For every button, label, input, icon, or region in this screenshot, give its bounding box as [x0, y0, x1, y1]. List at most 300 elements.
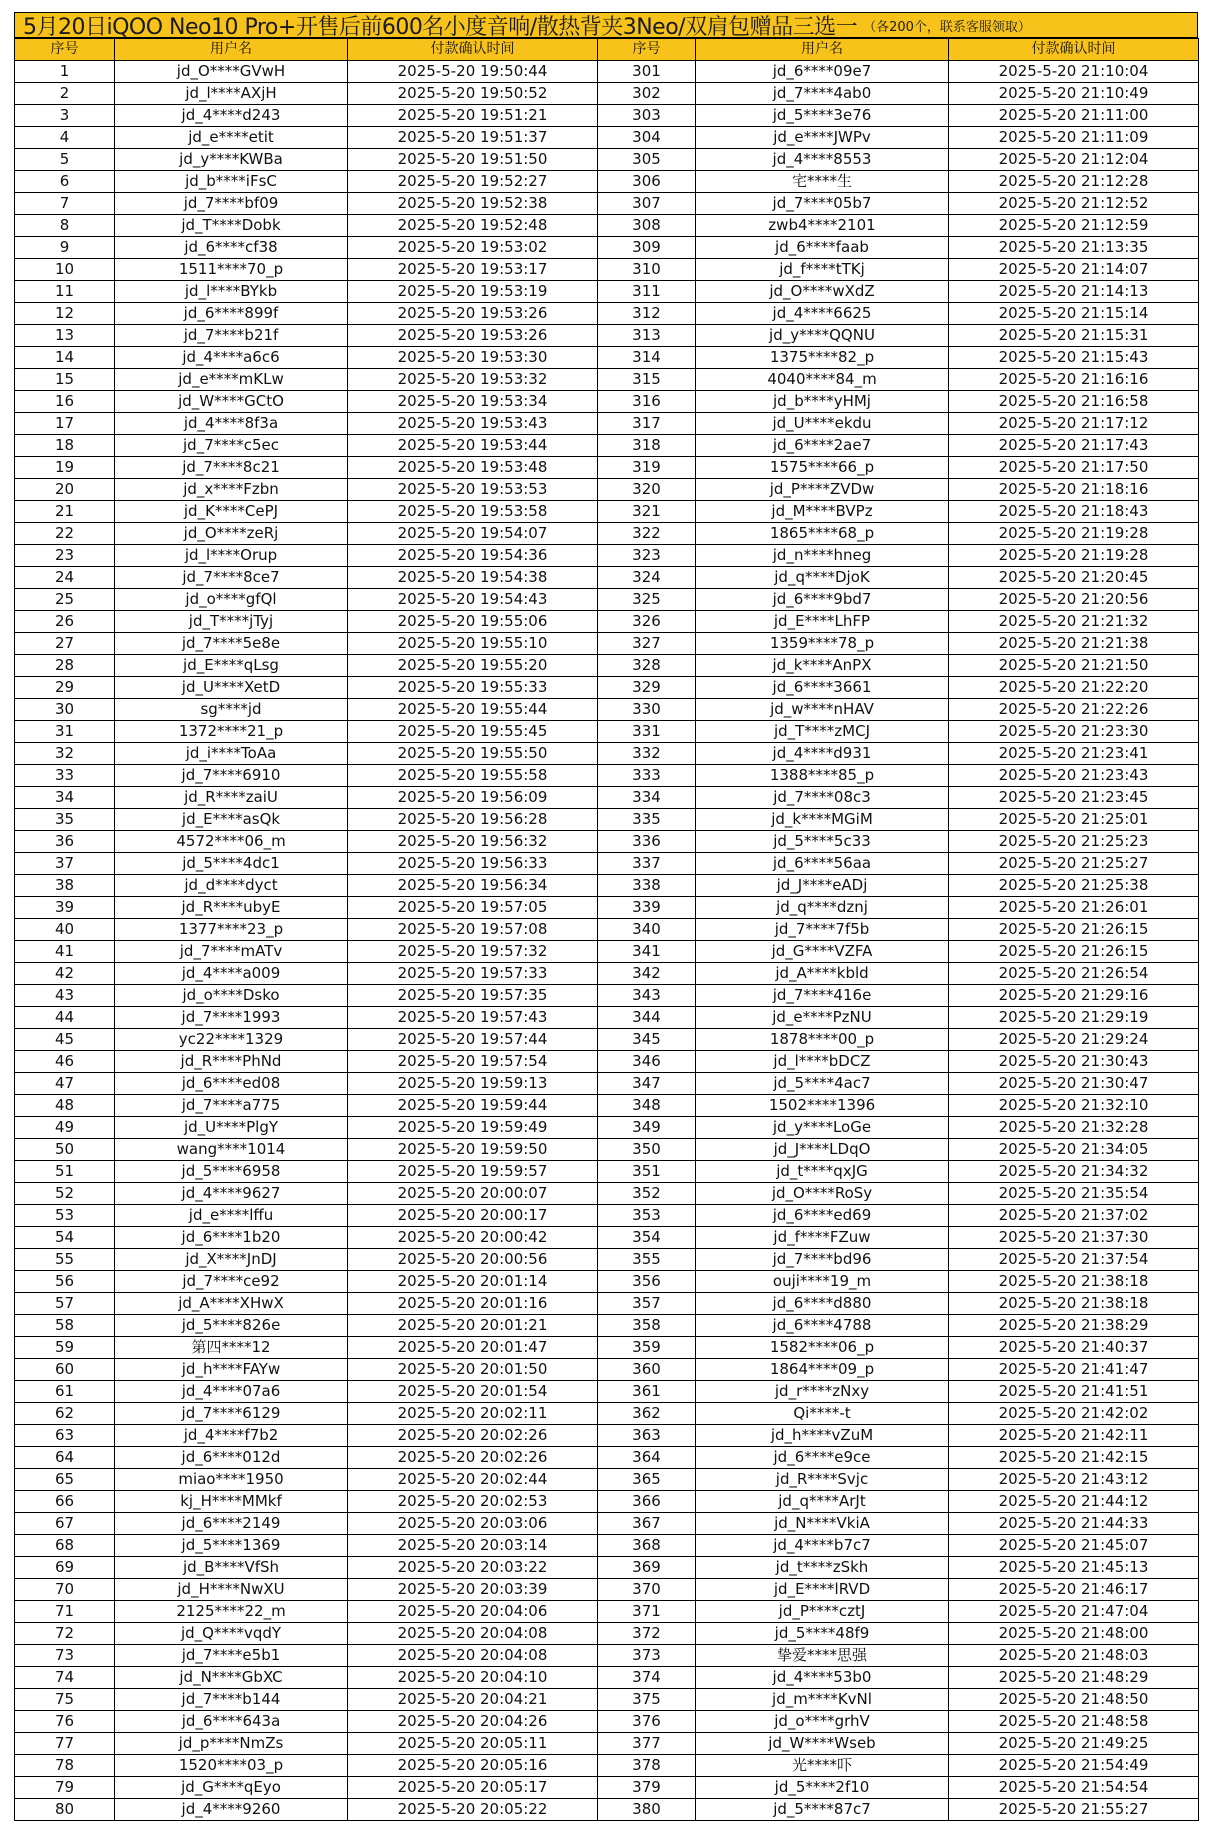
cell-seq-left: 28: [15, 655, 115, 677]
cell-user-left: jd_H****NwXU: [115, 1579, 348, 1601]
table-row: [15, 1293, 1199, 1315]
cell-user-left: 1372****21_p: [115, 721, 348, 743]
table-row: [15, 1139, 1199, 1161]
cell-time-left: 2025-5-20 20:02:26: [348, 1425, 598, 1447]
cell-time-right: 2025-5-20 21:30:47: [949, 1073, 1199, 1095]
table-row: [15, 589, 1199, 611]
cell-user-right: 1864****09_p: [696, 1359, 949, 1381]
cell-time-right: 2025-5-20 21:41:47: [949, 1359, 1199, 1381]
cell-seq-right: 358: [598, 1315, 696, 1337]
table-row: [15, 831, 1199, 853]
cell-time-left: 2025-5-20 20:02:11: [348, 1403, 598, 1425]
cell-time-right: 2025-5-20 21:13:35: [949, 237, 1199, 259]
cell-user-left: jd_A****XHwX: [115, 1293, 348, 1315]
cell-time-right: 2025-5-20 21:26:15: [949, 919, 1199, 941]
cell-seq-left: 40: [15, 919, 115, 941]
cell-seq-left: 79: [15, 1777, 115, 1799]
cell-user-left: jd_7****b21f: [115, 325, 348, 347]
cell-user-left: kj_H****MMkf: [115, 1491, 348, 1513]
cell-user-left: jd_b****iFsC: [115, 171, 348, 193]
table-row: [15, 105, 1199, 127]
cell-seq-right: 360: [598, 1359, 696, 1381]
cell-seq-left: 6: [15, 171, 115, 193]
cell-seq-left: 27: [15, 633, 115, 655]
cell-user-right: jd_G****VZFA: [696, 941, 949, 963]
cell-time-right: 2025-5-20 21:29:19: [949, 1007, 1199, 1029]
cell-user-right: 1575****66_p: [696, 457, 949, 479]
table-row: [15, 1051, 1199, 1073]
cell-time-right: 2025-5-20 21:26:54: [949, 963, 1199, 985]
header-time-right: 付款确认时间: [949, 39, 1199, 61]
cell-user-right: jd_m****KvNl: [696, 1689, 949, 1711]
cell-user-right: jd_N****VkiA: [696, 1513, 949, 1535]
table-row: [15, 149, 1199, 171]
cell-user-left: jd_4****9260: [115, 1799, 348, 1821]
cell-time-left: 2025-5-20 20:04:08: [348, 1645, 598, 1667]
cell-user-right: jd_l****bDCZ: [696, 1051, 949, 1073]
cell-user-right: jd_7****4ab0: [696, 83, 949, 105]
cell-seq-right: 315: [598, 369, 696, 391]
cell-time-left: 2025-5-20 19:56:09: [348, 787, 598, 809]
cell-seq-left: 35: [15, 809, 115, 831]
cell-time-left: 2025-5-20 19:55:06: [348, 611, 598, 633]
cell-time-right: 2025-5-20 21:49:25: [949, 1733, 1199, 1755]
cell-user-right: jd_P****ZVDw: [696, 479, 949, 501]
cell-seq-left: 19: [15, 457, 115, 479]
cell-seq-left: 80: [15, 1799, 115, 1821]
cell-time-left: 2025-5-20 20:00:56: [348, 1249, 598, 1271]
header-seq-right: 序号: [598, 39, 696, 61]
cell-seq-right: 321: [598, 501, 696, 523]
cell-seq-left: 42: [15, 963, 115, 985]
cell-time-left: 2025-5-20 19:55:58: [348, 765, 598, 787]
cell-time-right: 2025-5-20 21:37:54: [949, 1249, 1199, 1271]
cell-seq-right: 378: [598, 1755, 696, 1777]
cell-seq-right: 312: [598, 303, 696, 325]
cell-user-right: jd_7****08c3: [696, 787, 949, 809]
cell-user-left: jd_i****ToAa: [115, 743, 348, 765]
cell-time-right: 2025-5-20 21:37:30: [949, 1227, 1199, 1249]
cell-time-right: 2025-5-20 21:10:49: [949, 83, 1199, 105]
cell-user-right: jd_6****d880: [696, 1293, 949, 1315]
cell-time-right: 2025-5-20 21:34:05: [949, 1139, 1199, 1161]
table-row: [15, 127, 1199, 149]
cell-user-left: jd_6****ed08: [115, 1073, 348, 1095]
cell-seq-left: 78: [15, 1755, 115, 1777]
cell-seq-right: 355: [598, 1249, 696, 1271]
cell-time-left: 2025-5-20 20:03:06: [348, 1513, 598, 1535]
header-seq-left: 序号: [15, 39, 115, 61]
table-row: [15, 809, 1199, 831]
cell-seq-left: 25: [15, 589, 115, 611]
cell-user-right: 1865****68_p: [696, 523, 949, 545]
table-row: [15, 1645, 1199, 1667]
cell-time-right: 2025-5-20 21:41:51: [949, 1381, 1199, 1403]
cell-user-left: jd_e****etit: [115, 127, 348, 149]
cell-seq-left: 4: [15, 127, 115, 149]
cell-seq-right: 316: [598, 391, 696, 413]
table-row: [15, 1249, 1199, 1271]
cell-seq-left: 3: [15, 105, 115, 127]
cell-time-right: 2025-5-20 21:21:38: [949, 633, 1199, 655]
cell-user-right: jd_b****yHMj: [696, 391, 949, 413]
cell-user-left: jd_d****dyct: [115, 875, 348, 897]
cell-user-right: 4040****84_m: [696, 369, 949, 391]
cell-user-left: jd_7****bf09: [115, 193, 348, 215]
cell-seq-right: 345: [598, 1029, 696, 1051]
cell-time-right: 2025-5-20 21:38:18: [949, 1271, 1199, 1293]
cell-seq-right: 374: [598, 1667, 696, 1689]
cell-seq-left: 63: [15, 1425, 115, 1447]
cell-time-left: 2025-5-20 20:03:22: [348, 1557, 598, 1579]
cell-user-left: miao****1950: [115, 1469, 348, 1491]
cell-seq-right: 372: [598, 1623, 696, 1645]
cell-time-left: 2025-5-20 20:01:54: [348, 1381, 598, 1403]
cell-seq-left: 75: [15, 1689, 115, 1711]
cell-seq-left: 22: [15, 523, 115, 545]
cell-user-left: jd_5****1369: [115, 1535, 348, 1557]
cell-user-left: jd_l****BYkb: [115, 281, 348, 303]
cell-time-right: 2025-5-20 21:12:28: [949, 171, 1199, 193]
cell-user-left: jd_6****012d: [115, 1447, 348, 1469]
cell-seq-right: 340: [598, 919, 696, 941]
cell-seq-left: 49: [15, 1117, 115, 1139]
cell-seq-right: 313: [598, 325, 696, 347]
cell-user-left: jd_7****1993: [115, 1007, 348, 1029]
cell-seq-left: 15: [15, 369, 115, 391]
table-row: [15, 787, 1199, 809]
cell-time-right: 2025-5-20 21:14:13: [949, 281, 1199, 303]
cell-user-right: jd_e****JWPv: [696, 127, 949, 149]
cell-time-right: 2025-5-20 21:26:01: [949, 897, 1199, 919]
cell-seq-left: 20: [15, 479, 115, 501]
cell-time-left: 2025-5-20 20:03:39: [348, 1579, 598, 1601]
cell-time-left: 2025-5-20 20:01:47: [348, 1337, 598, 1359]
cell-user-right: jd_5****3e76: [696, 105, 949, 127]
cell-user-left: 2125****22_m: [115, 1601, 348, 1623]
cell-user-left: jd_5****4dc1: [115, 853, 348, 875]
cell-time-right: 2025-5-20 21:48:00: [949, 1623, 1199, 1645]
cell-time-right: 2025-5-20 21:38:18: [949, 1293, 1199, 1315]
cell-user-right: jd_q****dznj: [696, 897, 949, 919]
cell-time-right: 2025-5-20 21:10:04: [949, 61, 1199, 83]
cell-time-right: 2025-5-20 21:23:41: [949, 743, 1199, 765]
cell-user-left: jd_6****643a: [115, 1711, 348, 1733]
cell-seq-right: 380: [598, 1799, 696, 1821]
cell-user-left: jd_6****1b20: [115, 1227, 348, 1249]
cell-time-left: 2025-5-20 19:55:20: [348, 655, 598, 677]
cell-seq-right: 346: [598, 1051, 696, 1073]
cell-time-left: 2025-5-20 20:00:42: [348, 1227, 598, 1249]
cell-user-left: jd_7****ce92: [115, 1271, 348, 1293]
cell-seq-right: 369: [598, 1557, 696, 1579]
cell-time-left: 2025-5-20 19:56:32: [348, 831, 598, 853]
cell-seq-left: 45: [15, 1029, 115, 1051]
cell-time-left: 2025-5-20 19:56:33: [348, 853, 598, 875]
table-row: [15, 1359, 1199, 1381]
cell-user-left: jd_4****9627: [115, 1183, 348, 1205]
table-row: [15, 369, 1199, 391]
cell-time-right: 2025-5-20 21:44:12: [949, 1491, 1199, 1513]
cell-user-left: jd_R****ubyE: [115, 897, 348, 919]
table-row: [15, 193, 1199, 215]
cell-user-left: jd_x****Fzbn: [115, 479, 348, 501]
cell-time-right: 2025-5-20 21:15:14: [949, 303, 1199, 325]
cell-user-right: jd_h****vZuM: [696, 1425, 949, 1447]
cell-user-left: jd_B****VfSh: [115, 1557, 348, 1579]
cell-time-right: 2025-5-20 21:47:04: [949, 1601, 1199, 1623]
cell-seq-right: 337: [598, 853, 696, 875]
table-row: [15, 413, 1199, 435]
cell-time-right: 2025-5-20 21:16:58: [949, 391, 1199, 413]
cell-time-right: 2025-5-20 21:45:13: [949, 1557, 1199, 1579]
cell-user-left: jd_E****asQk: [115, 809, 348, 831]
cell-seq-left: 26: [15, 611, 115, 633]
table-row: [15, 1271, 1199, 1293]
cell-time-right: 2025-5-20 21:19:28: [949, 523, 1199, 545]
cell-seq-right: 362: [598, 1403, 696, 1425]
cell-user-right: jd_J****LDqO: [696, 1139, 949, 1161]
cell-user-right: jd_t****zSkh: [696, 1557, 949, 1579]
cell-user-left: jd_7****b144: [115, 1689, 348, 1711]
cell-user-left: jd_o****gfQl: [115, 589, 348, 611]
cell-seq-left: 38: [15, 875, 115, 897]
cell-user-left: 4572****06_m: [115, 831, 348, 853]
cell-time-left: 2025-5-20 20:04:10: [348, 1667, 598, 1689]
cell-user-left: jd_l****AXjH: [115, 83, 348, 105]
cell-time-left: 2025-5-20 20:05:11: [348, 1733, 598, 1755]
table-row: [15, 237, 1199, 259]
cell-time-right: 2025-5-20 21:48:29: [949, 1667, 1199, 1689]
cell-seq-left: 34: [15, 787, 115, 809]
cell-user-left: jd_4****07a6: [115, 1381, 348, 1403]
cell-time-left: 2025-5-20 19:57:54: [348, 1051, 598, 1073]
cell-seq-right: 367: [598, 1513, 696, 1535]
cell-time-right: 2025-5-20 21:21:50: [949, 655, 1199, 677]
cell-seq-right: 305: [598, 149, 696, 171]
table-row: [15, 875, 1199, 897]
cell-seq-left: 56: [15, 1271, 115, 1293]
cell-time-left: 2025-5-20 19:53:02: [348, 237, 598, 259]
cell-seq-right: 377: [598, 1733, 696, 1755]
cell-user-right: jd_7****bd96: [696, 1249, 949, 1271]
cell-time-right: 2025-5-20 21:17:50: [949, 457, 1199, 479]
table-row: [15, 1623, 1199, 1645]
cell-time-left: 2025-5-20 19:52:38: [348, 193, 598, 215]
table-row: [15, 1425, 1199, 1447]
cell-seq-right: 333: [598, 765, 696, 787]
cell-time-left: 2025-5-20 19:53:53: [348, 479, 598, 501]
cell-seq-right: 314: [598, 347, 696, 369]
cell-time-left: 2025-5-20 19:54:43: [348, 589, 598, 611]
table-row: [15, 171, 1199, 193]
cell-seq-left: 17: [15, 413, 115, 435]
cell-seq-left: 43: [15, 985, 115, 1007]
cell-seq-right: 370: [598, 1579, 696, 1601]
cell-time-right: 2025-5-20 21:15:31: [949, 325, 1199, 347]
table-row: [15, 1733, 1199, 1755]
table-row: [15, 1117, 1199, 1139]
table-row: [15, 1447, 1199, 1469]
cell-seq-right: 317: [598, 413, 696, 435]
cell-time-right: 2025-5-20 21:38:29: [949, 1315, 1199, 1337]
cell-time-left: 2025-5-20 20:01:21: [348, 1315, 598, 1337]
cell-seq-right: 352: [598, 1183, 696, 1205]
cell-user-right: ouji****19_m: [696, 1271, 949, 1293]
cell-user-right: jd_6****09e7: [696, 61, 949, 83]
table-row: [15, 567, 1199, 589]
cell-seq-left: 14: [15, 347, 115, 369]
table-row: [15, 699, 1199, 721]
cell-time-right: 2025-5-20 21:32:10: [949, 1095, 1199, 1117]
cell-time-right: 2025-5-20 21:44:33: [949, 1513, 1199, 1535]
cell-user-right: jd_4****8553: [696, 149, 949, 171]
table-row: [15, 677, 1199, 699]
cell-seq-right: 343: [598, 985, 696, 1007]
cell-user-right: jd_4****6625: [696, 303, 949, 325]
cell-user-left: jd_R****PhNd: [115, 1051, 348, 1073]
cell-time-right: 2025-5-20 21:25:38: [949, 875, 1199, 897]
cell-time-right: 2025-5-20 21:43:12: [949, 1469, 1199, 1491]
cell-user-right: jd_f****tTKj: [696, 259, 949, 281]
cell-time-left: 2025-5-20 19:56:28: [348, 809, 598, 831]
cell-time-right: 2025-5-20 21:11:09: [949, 127, 1199, 149]
cell-time-left: 2025-5-20 20:02:26: [348, 1447, 598, 1469]
cell-time-left: 2025-5-20 20:05:16: [348, 1755, 598, 1777]
cell-user-left: yc22****1329: [115, 1029, 348, 1051]
cell-time-right: 2025-5-20 21:12:59: [949, 215, 1199, 237]
cell-user-right: 1375****82_p: [696, 347, 949, 369]
table-row: [15, 1029, 1199, 1051]
cell-seq-left: 8: [15, 215, 115, 237]
cell-user-right: jd_o****grhV: [696, 1711, 949, 1733]
cell-seq-left: 16: [15, 391, 115, 413]
cell-seq-left: 1: [15, 61, 115, 83]
cell-seq-left: 60: [15, 1359, 115, 1381]
cell-user-left: jd_e****lffu: [115, 1205, 348, 1227]
cell-seq-right: 318: [598, 435, 696, 457]
table-row: [15, 765, 1199, 787]
cell-time-right: 2025-5-20 21:48:50: [949, 1689, 1199, 1711]
cell-time-right: 2025-5-20 21:17:43: [949, 435, 1199, 457]
cell-user-left: jd_o****Dsko: [115, 985, 348, 1007]
cell-user-right: 1582****06_p: [696, 1337, 949, 1359]
table-row: [15, 1315, 1199, 1337]
cell-seq-right: 371: [598, 1601, 696, 1623]
winner-table: [14, 38, 1199, 1821]
cell-user-left: jd_4****a6c6: [115, 347, 348, 369]
cell-seq-right: 366: [598, 1491, 696, 1513]
cell-seq-left: 62: [15, 1403, 115, 1425]
cell-seq-left: 72: [15, 1623, 115, 1645]
cell-seq-left: 67: [15, 1513, 115, 1535]
cell-seq-right: 310: [598, 259, 696, 281]
table-row: [15, 743, 1199, 765]
cell-seq-left: 73: [15, 1645, 115, 1667]
cell-time-right: 2025-5-20 21:35:54: [949, 1183, 1199, 1205]
cell-user-left: jd_6****2149: [115, 1513, 348, 1535]
cell-seq-right: 365: [598, 1469, 696, 1491]
table-row: [15, 611, 1199, 633]
cell-user-right: jd_n****hneg: [696, 545, 949, 567]
cell-user-right: zwb4****2101: [696, 215, 949, 237]
cell-seq-right: 348: [598, 1095, 696, 1117]
table-row: [15, 1161, 1199, 1183]
cell-time-right: 2025-5-20 21:40:37: [949, 1337, 1199, 1359]
table-row: [15, 1535, 1199, 1557]
cell-user-right: jd_y****LoGe: [696, 1117, 949, 1139]
cell-seq-left: 31: [15, 721, 115, 743]
cell-seq-right: 320: [598, 479, 696, 501]
cell-time-left: 2025-5-20 19:53:32: [348, 369, 598, 391]
cell-time-left: 2025-5-20 19:57:33: [348, 963, 598, 985]
table-row: [15, 435, 1199, 457]
cell-seq-right: 336: [598, 831, 696, 853]
cell-seq-right: 359: [598, 1337, 696, 1359]
cell-time-left: 2025-5-20 19:59:49: [348, 1117, 598, 1139]
table-row: [15, 1557, 1199, 1579]
cell-time-right: 2025-5-20 21:16:16: [949, 369, 1199, 391]
cell-user-left: jd_7****8ce7: [115, 567, 348, 589]
cell-time-right: 2025-5-20 21:42:02: [949, 1403, 1199, 1425]
table-row: [15, 325, 1199, 347]
cell-user-right: jd_5****48f9: [696, 1623, 949, 1645]
cell-seq-left: 18: [15, 435, 115, 457]
cell-user-left: 1377****23_p: [115, 919, 348, 941]
cell-seq-right: 361: [598, 1381, 696, 1403]
cell-seq-right: 347: [598, 1073, 696, 1095]
header-user-right: 用户名: [696, 39, 949, 61]
cell-user-left: jd_7****a775: [115, 1095, 348, 1117]
cell-seq-right: 353: [598, 1205, 696, 1227]
cell-user-left: jd_W****GCtO: [115, 391, 348, 413]
cell-user-right: jd_e****PzNU: [696, 1007, 949, 1029]
cell-user-left: jd_U****XetD: [115, 677, 348, 699]
cell-seq-right: 329: [598, 677, 696, 699]
table-row: [15, 919, 1199, 941]
cell-seq-left: 52: [15, 1183, 115, 1205]
table-row: [15, 963, 1199, 985]
cell-seq-left: 2: [15, 83, 115, 105]
cell-seq-left: 44: [15, 1007, 115, 1029]
cell-seq-left: 59: [15, 1337, 115, 1359]
table-row: [15, 1095, 1199, 1117]
cell-time-right: 2025-5-20 21:17:12: [949, 413, 1199, 435]
cell-time-left: 2025-5-20 20:00:17: [348, 1205, 598, 1227]
cell-time-left: 2025-5-20 19:59:44: [348, 1095, 598, 1117]
cell-user-left: jd_7****8c21: [115, 457, 348, 479]
cell-time-left: 2025-5-20 19:56:34: [348, 875, 598, 897]
table-row: [15, 853, 1199, 875]
cell-user-right: jd_O****RoSy: [696, 1183, 949, 1205]
cell-seq-left: 24: [15, 567, 115, 589]
table-row: [15, 985, 1199, 1007]
cell-user-left: jd_6****899f: [115, 303, 348, 325]
cell-user-right: jd_J****eADj: [696, 875, 949, 897]
cell-seq-right: 328: [598, 655, 696, 677]
table-row: [15, 1381, 1199, 1403]
cell-user-left: jd_h****FAYw: [115, 1359, 348, 1381]
table-row: [15, 1579, 1199, 1601]
cell-user-left: jd_R****zaiU: [115, 787, 348, 809]
cell-user-right: 1388****85_p: [696, 765, 949, 787]
cell-user-right: jd_P****cztJ: [696, 1601, 949, 1623]
cell-seq-right: 375: [598, 1689, 696, 1711]
cell-user-left: wang****1014: [115, 1139, 348, 1161]
cell-user-right: Qi****-t: [696, 1403, 949, 1425]
cell-user-left: 1511****70_p: [115, 259, 348, 281]
cell-time-right: 2025-5-20 21:21:32: [949, 611, 1199, 633]
